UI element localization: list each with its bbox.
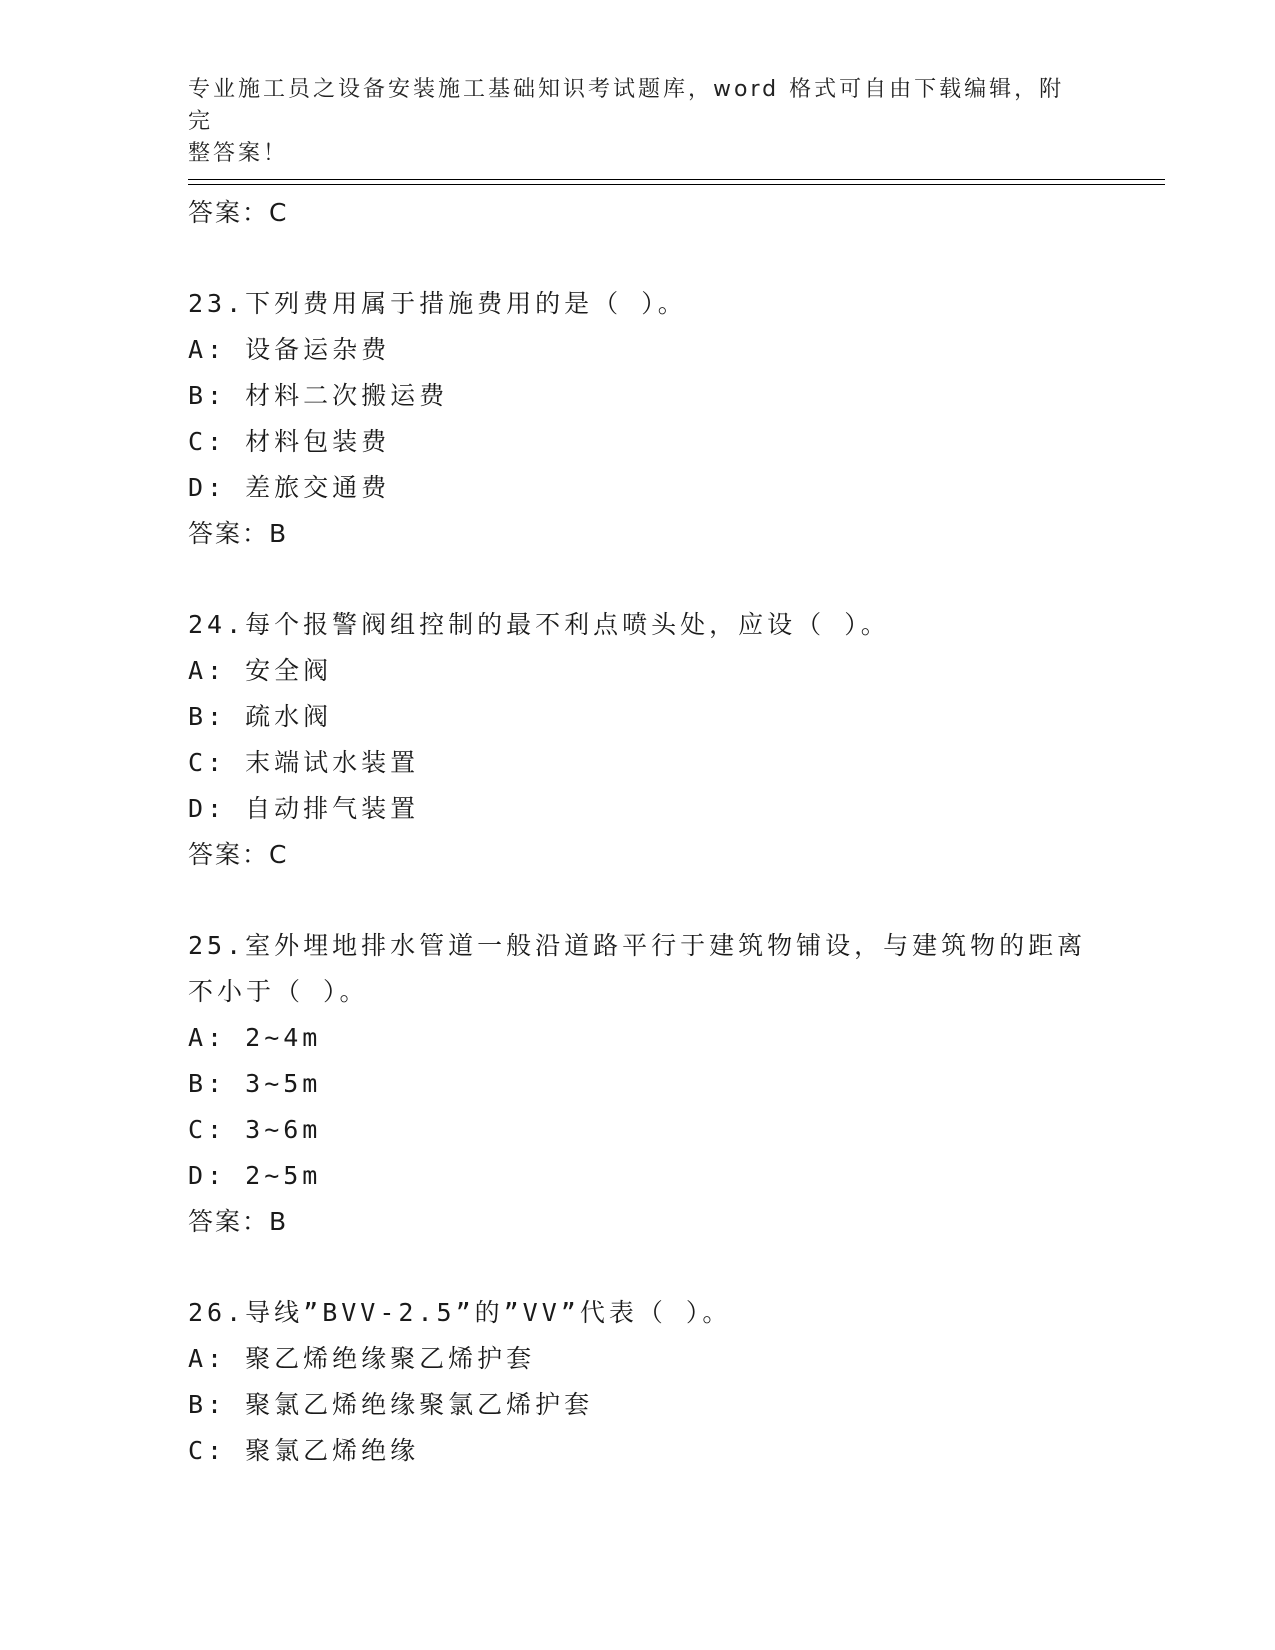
answer-label: 答案：C (188, 198, 289, 227)
question-stem-line-2: 不小于（ ）。 (188, 977, 369, 1006)
option-d: D: 2~5m (188, 1161, 322, 1190)
option-b: B: 聚氯乙烯绝缘聚氯乙烯护套 (188, 1390, 594, 1419)
question-24 (188, 602, 1088, 878)
answer-label: 答案：C (188, 840, 289, 869)
header-divider-bottom (188, 184, 1165, 185)
question-stem: 23.下列费用属于措施费用的是（ ）。 (188, 289, 687, 318)
question-stem-line-1: 25.室外埋地排水管道一般沿道路平行于建筑物铺设，与建筑物的距离 (188, 931, 1087, 960)
option-c: C: 末端试水装置 (188, 748, 420, 777)
option-c: C: 材料包装费 (188, 427, 391, 456)
question-23 (188, 281, 1088, 557)
option-b: B: 3~5m (188, 1069, 322, 1098)
question-list (188, 190, 1088, 1474)
option-a: A: 设备运杂费 (188, 335, 391, 364)
option-a: A: 2~4m (188, 1023, 322, 1052)
answer-label: 答案：B (188, 519, 289, 548)
question-26 (188, 1290, 1088, 1474)
document-header (188, 74, 1068, 170)
answer-label: 答案：B (188, 1207, 289, 1236)
option-a: A: 安全阀 (188, 656, 333, 685)
option-d: D: 自动排气装置 (188, 794, 420, 823)
header-line-1: 专业施工员之设备安装施工基础知识考试题库，word 格式可自由下载编辑，附完 (188, 77, 1065, 134)
option-c: C: 3~6m (188, 1115, 322, 1144)
option-b: B: 材料二次搬运费 (188, 381, 449, 410)
header-divider-top (188, 179, 1165, 180)
header-line-2: 整答案！ (188, 141, 289, 166)
question-stem: 26.导线”BVV-2.5”的”VV”代表（ ）。 (188, 1298, 732, 1327)
option-c: C: 聚氯乙烯绝缘 (188, 1436, 420, 1465)
option-d: D: 差旅交通费 (188, 473, 391, 502)
question-25 (188, 923, 1088, 1245)
question-stem: 24.每个报警阀组控制的最不利点喷头处，应设（ ）。 (188, 610, 890, 639)
option-a: A: 聚乙烯绝缘聚乙烯护套 (188, 1344, 536, 1373)
option-b: B: 疏水阀 (188, 702, 333, 731)
